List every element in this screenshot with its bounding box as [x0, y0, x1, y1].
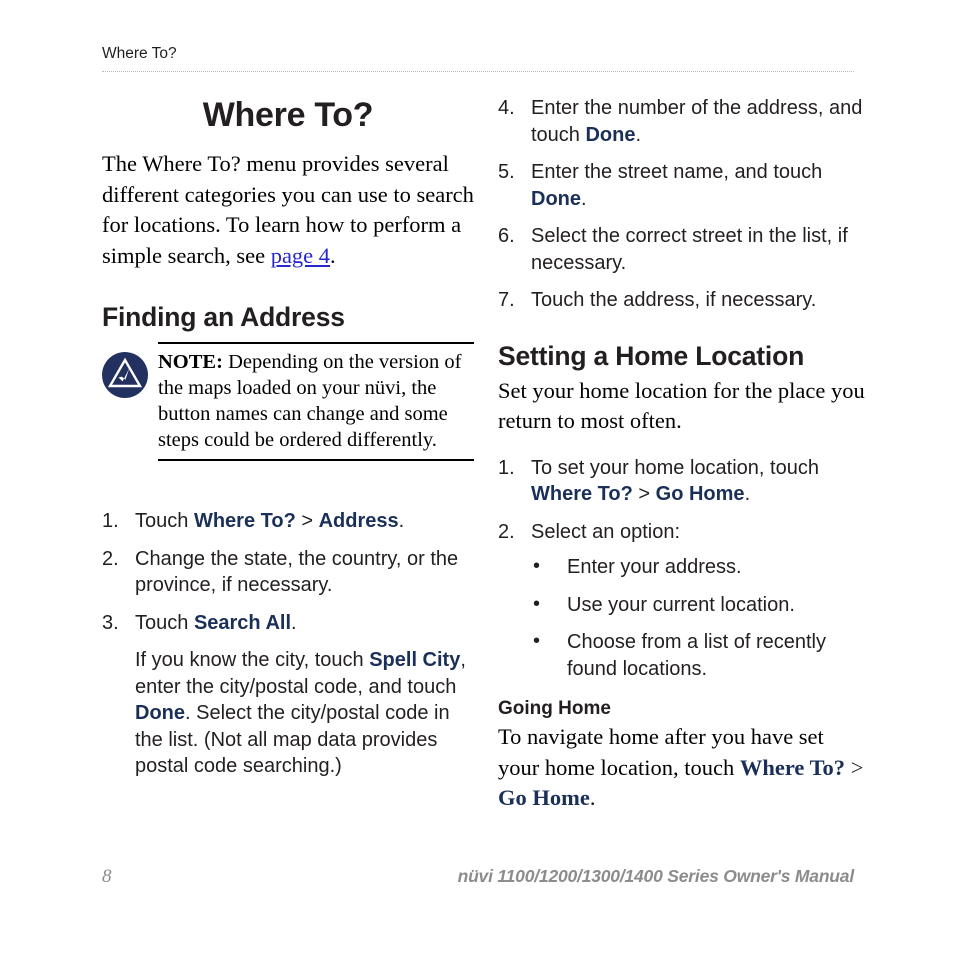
list-item	[498, 287, 870, 314]
bullet-text: Use your current location.	[567, 593, 795, 616]
text-run: Select an option:	[531, 520, 680, 543]
list-item	[498, 455, 870, 508]
list-marker: 6.	[498, 225, 515, 247]
bullet-list-item	[531, 554, 870, 581]
ui-term: Where To?	[531, 483, 633, 505]
garmin-triangle-icon	[102, 352, 148, 398]
list-item-text	[531, 97, 862, 146]
ui-term: Go Home	[655, 483, 745, 505]
list-item-text	[135, 548, 458, 597]
page-number: 8	[102, 866, 112, 887]
page-footer	[102, 866, 854, 888]
bullet-marker: •	[533, 592, 541, 615]
ui-term: Done	[531, 187, 581, 210]
list-item	[102, 610, 474, 780]
text-run: .	[635, 123, 642, 146]
header-divider	[102, 71, 854, 73]
sub-heading-going-home: Going Home	[498, 698, 611, 719]
text-run: .	[589, 785, 596, 810]
ui-term: Search All	[193, 611, 292, 634]
text-run: .	[744, 483, 751, 505]
list-item-continuation	[135, 647, 474, 780]
list-item	[498, 519, 870, 683]
ui-term: Address	[318, 510, 399, 532]
bullet-list-item	[531, 592, 870, 619]
list-item	[102, 508, 474, 535]
note-text	[158, 349, 474, 453]
running-header	[102, 44, 854, 64]
list-item-text	[531, 289, 816, 311]
list-item	[102, 546, 474, 599]
ui-term: Go Home	[498, 785, 590, 810]
home-location-steps-list	[498, 455, 870, 683]
list-marker: 2.	[498, 520, 515, 543]
running-header-title: Where To?	[102, 45, 177, 62]
text-run: Touch the address, if necessary.	[531, 289, 817, 311]
text-run: Select the correct street in the list, if necessary.	[531, 225, 848, 274]
right-column	[498, 95, 870, 814]
bullet-marker: •	[533, 630, 541, 652]
intro-text-before: The Where To? menu provides several different categories you can use to search for locations. To learn how to perform a simple search, see	[102, 151, 474, 268]
list-marker: 1.	[102, 510, 119, 532]
note-content: Depending on the version of the maps loaded on your nüvi, the button names can change and some steps could be ordered differently.	[158, 351, 462, 451]
text-run: To set your home location, touch	[531, 456, 819, 479]
text-run: Touch	[135, 510, 194, 532]
list-marker: 4.	[498, 97, 515, 119]
list-marker: 7.	[498, 289, 515, 311]
text-run: . Select the city/postal code in the list. (Not all map data provides postal code searching.)	[135, 702, 450, 777]
text-run: Enter the number of the address, and touch	[531, 97, 863, 146]
address-steps-continued-list	[498, 95, 870, 314]
intro-text-after: .	[330, 242, 336, 268]
list-item-text	[135, 510, 404, 532]
list-marker: 3.	[102, 611, 119, 634]
option-bullet-list	[531, 554, 870, 682]
list-item	[498, 95, 870, 148]
text-run: To navigate home after you have set your home location, touch	[498, 724, 824, 780]
ui-term: Spell City	[369, 649, 461, 671]
list-marker: 2.	[102, 547, 119, 570]
text-run: , enter the city/postal code, and touch	[135, 649, 466, 698]
text-run: .	[291, 611, 297, 634]
ui-term: Where To?	[193, 510, 296, 532]
ui-term: Done	[585, 123, 636, 146]
bullet-text: Enter your address.	[567, 556, 742, 578]
section-heading-finding-an-address: Finding an Address	[102, 302, 345, 332]
ui-term: Where To?	[739, 754, 846, 780]
path-separator: >	[632, 483, 656, 505]
list-item	[498, 223, 870, 276]
note-label: NOTE:	[158, 351, 223, 373]
page-title: Where To?	[202, 96, 374, 134]
list-item-text	[531, 225, 848, 274]
going-home-paragraph	[498, 722, 870, 814]
list-marker: 5.	[498, 161, 515, 183]
list-item-text	[531, 457, 819, 506]
list-marker: 1.	[498, 456, 515, 479]
path-separator: >	[295, 510, 319, 532]
list-item-text	[531, 521, 680, 543]
bullet-text: Choose from a list of recently found locations.	[567, 631, 826, 680]
ui-term: Done	[135, 702, 185, 724]
note-callout	[102, 342, 474, 492]
note-body	[158, 342, 474, 461]
text-run: Change the state, the country, or the province, if necessary.	[135, 547, 459, 596]
section-heading-setting-a-home-location: Setting a Home Location	[498, 340, 805, 371]
left-column	[102, 95, 474, 791]
text-run: .	[398, 510, 405, 532]
list-item-text	[135, 612, 297, 634]
bullet-list-item	[531, 629, 870, 682]
text-run: .	[581, 187, 587, 210]
path-separator: >	[845, 754, 864, 780]
page-4-link[interactable]: page 4	[270, 242, 331, 268]
text-run: Touch	[135, 611, 194, 634]
intro-paragraph	[102, 149, 474, 271]
list-item-text	[531, 161, 822, 210]
text-run: Enter the street name, and touch	[531, 161, 823, 183]
home-location-intro: Set your home location for the place you return to most often.	[498, 377, 865, 433]
address-steps-list	[102, 508, 474, 780]
manual-title: nüvi 1100/1200/1300/1400 Series Owner's Manual	[457, 866, 854, 886]
list-item	[498, 159, 870, 212]
bullet-marker: •	[533, 555, 541, 577]
text-run: If you know the city, touch	[135, 649, 370, 671]
